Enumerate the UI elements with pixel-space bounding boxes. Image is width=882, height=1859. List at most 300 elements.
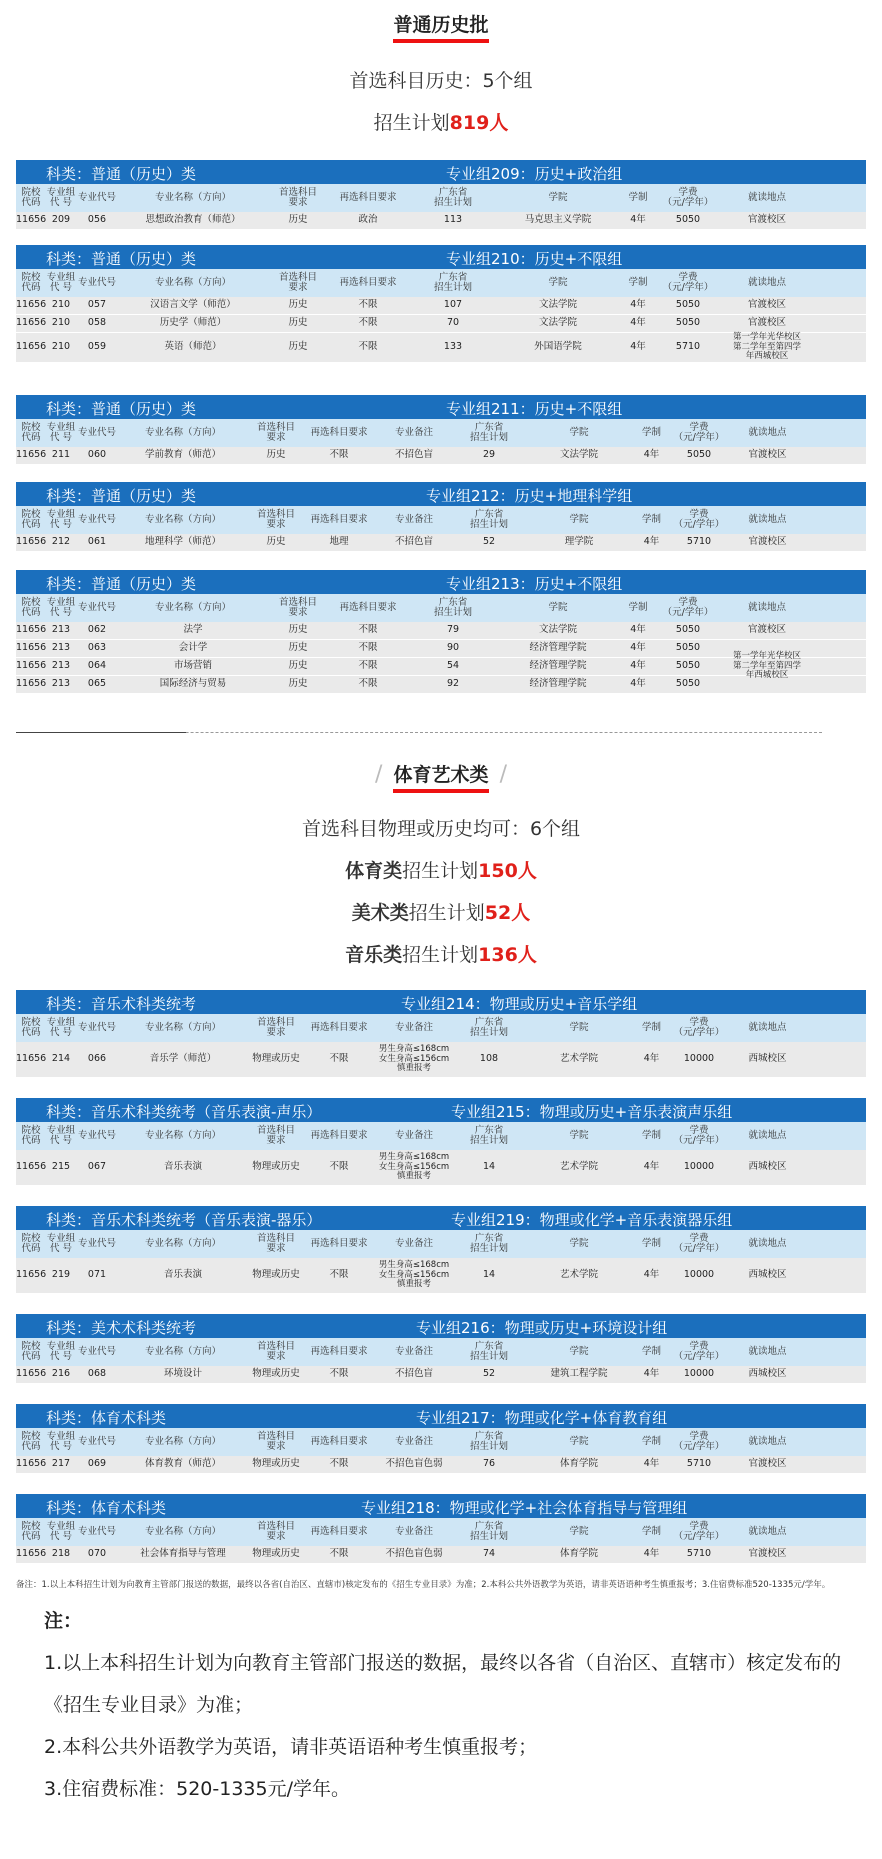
column-header: 学制: [641, 1435, 661, 1447]
table-row: [16, 447, 866, 465]
column-header: 专业名称（方向）: [144, 513, 221, 525]
column-header: 专业代号: [77, 426, 116, 438]
table-cell: 体育学院: [559, 1548, 598, 1560]
table-cell: 79: [446, 624, 460, 636]
table-cell: 5710: [686, 536, 712, 548]
table-cell: 不限: [329, 1368, 349, 1380]
table-cell: 历史: [288, 678, 308, 690]
table-cell: 14: [482, 1161, 496, 1173]
table-cell: 英语（师范）: [164, 341, 222, 353]
table-cell: 214: [51, 1053, 71, 1065]
table-cell: 062: [87, 624, 107, 636]
table-cell: 11656: [16, 678, 47, 690]
column-header: 专业组 代 号: [46, 1124, 76, 1146]
table-cell: 067: [87, 1161, 107, 1173]
table-cell: 211: [51, 449, 71, 461]
column-header: 专业备注: [394, 1345, 433, 1357]
table-cell: 92: [446, 678, 460, 690]
table-cell: 5050: [686, 449, 712, 461]
column-header: 首选科目 要求: [256, 1430, 295, 1452]
column-header: 学院: [548, 276, 568, 288]
table-cell: 210: [51, 341, 71, 353]
table-cell: 历史: [288, 299, 308, 311]
table-cell: 108: [479, 1053, 499, 1065]
table-cell: 不招色盲: [394, 449, 433, 461]
category-label: 科类：体育术科类: [46, 1499, 167, 1517]
category-label: 科类：普通（历史）类: [46, 575, 197, 593]
column-header: 就读地点: [748, 513, 787, 525]
column-header: 专业代号: [77, 1435, 116, 1447]
music-plan: 音乐类招生计划136人: [345, 944, 537, 966]
table-row: [16, 534, 866, 552]
table-cell: 4年: [643, 1161, 660, 1173]
group-label: 专业组209：历史+政治组: [446, 165, 623, 183]
table-cell: 216: [51, 1368, 71, 1380]
column-header: 学院: [569, 1525, 589, 1537]
column-header: 专业备注: [394, 513, 433, 525]
column-header: 学院: [548, 601, 568, 613]
column-header: 再选科目要求: [339, 276, 397, 288]
column-header: 专业备注: [394, 1525, 433, 1537]
table-cell: 212: [51, 536, 71, 548]
table-row: [16, 1366, 866, 1384]
table-cell: 官渡校区: [747, 214, 786, 226]
table-cell: 29: [482, 449, 496, 461]
column-header: 学费 （元/学年）: [673, 1520, 725, 1542]
table-cell: 4年: [643, 536, 660, 548]
category-label: 科类：普通（历史）类: [46, 487, 197, 505]
table-cell: 官渡校区: [748, 1458, 787, 1470]
note-item: 3.住宿费标准：520-1335元/学年。: [44, 1778, 351, 1800]
column-header: 学制: [641, 1237, 661, 1249]
table-cell: 10000: [683, 1053, 715, 1065]
column-header: 专业代号: [77, 1021, 116, 1033]
block-header-bar: [16, 160, 866, 184]
column-header: 学费 （元/学年）: [673, 1016, 725, 1038]
column-header: 专业组 代 号: [46, 421, 76, 443]
category-label: 科类：体育术科类: [46, 1409, 167, 1427]
table-cell: 国际经济与贸易: [159, 678, 227, 690]
group-label: 专业组216：物理或历史+环境设计组: [416, 1319, 668, 1337]
table-cell: 物理或历史: [252, 1548, 300, 1560]
column-header: 广东省 招生计划: [469, 1232, 508, 1254]
column-header: 专业代号: [77, 276, 116, 288]
column-header: 学费 （元/学年）: [673, 1430, 725, 1452]
table-cell: 文法学院: [538, 299, 577, 311]
column-header: 广东省 招生计划: [469, 421, 508, 443]
column-header: 首选科目 要求: [278, 596, 317, 618]
table-cell: 历史: [288, 660, 308, 672]
column-header: 院校 代码: [21, 1232, 41, 1254]
table-cell: 11656: [16, 1161, 47, 1173]
column-header: 学院: [569, 1129, 589, 1141]
table-cell: 汉语言文学（师范）: [150, 299, 236, 311]
notes: [44, 1600, 844, 1810]
table-cell: 文法学院: [559, 449, 598, 461]
column-header: 就读地点: [748, 1525, 787, 1537]
column-header: 院校 代码: [21, 271, 41, 293]
table-cell: 4年: [643, 1458, 660, 1470]
group-label: 专业组212：历史+地理科学组: [426, 487, 633, 505]
column-header: 就读地点: [748, 1021, 787, 1033]
column-header: 专业名称（方向）: [144, 1237, 221, 1249]
table-cell: 建筑工程学院: [550, 1368, 608, 1380]
table-cell: 官渡校区: [748, 1548, 787, 1560]
block-header-bar: [16, 1494, 866, 1518]
column-header: 学制: [641, 1129, 661, 1141]
column-header: 就读地点: [748, 1435, 787, 1447]
table-cell: 历史: [288, 624, 308, 636]
column-header: 院校 代码: [21, 1340, 41, 1362]
table-cell: 213: [51, 642, 71, 654]
major-group-block: [16, 570, 866, 694]
column-header: 就读地点: [747, 601, 786, 613]
subject-line-arts: 首选科目物理或历史均可：6个组: [301, 818, 581, 840]
column-header: 学院: [569, 426, 589, 438]
table-cell: 11656: [16, 214, 47, 226]
column-header: 专业备注: [394, 426, 433, 438]
column-header: 专业名称（方向）: [144, 1129, 221, 1141]
table-cell: 历史: [288, 214, 308, 226]
group-label: 专业组210：历史+不限组: [446, 250, 623, 268]
table-cell: 14: [482, 1269, 496, 1281]
column-header: 学费 （元/学年）: [673, 1232, 725, 1254]
column-header: 就读地点: [748, 1237, 787, 1249]
table-cell: 男生身高≤168cm 女生身高≤156cm 慎重报考: [378, 1152, 450, 1182]
table-header: [16, 184, 866, 212]
column-header: 首选科目 要求: [256, 508, 295, 530]
column-header: 再选科目要求: [339, 191, 397, 203]
table-row: [16, 1546, 866, 1564]
table-cell: 10000: [683, 1368, 715, 1380]
column-header: 专业名称（方向）: [144, 1021, 221, 1033]
block-header-bar: [16, 482, 866, 506]
table-header: [16, 1230, 866, 1258]
table-cell: 西城校区: [748, 1053, 787, 1065]
column-header: 学费 （元/学年）: [673, 508, 725, 530]
table-cell: 52: [482, 1368, 496, 1380]
column-header: 广东省 招生计划: [469, 1430, 508, 1452]
column-header: 广东省 招生计划: [469, 1016, 508, 1038]
table-cell: 70: [446, 317, 460, 329]
table-cell: 218: [51, 1548, 71, 1560]
table-cell: 不限: [329, 1548, 349, 1560]
block-header-bar: [16, 990, 866, 1014]
table-cell: 5050: [675, 660, 701, 672]
column-header: 学费 （元/学年）: [662, 596, 714, 618]
column-header: 专业代号: [77, 1129, 116, 1141]
table-cell: 历史学（师范）: [159, 317, 227, 329]
column-header: 首选科目 要求: [256, 1520, 295, 1542]
table-cell: 4年: [630, 299, 646, 311]
table-cell: 4年: [643, 449, 660, 461]
column-header: 专业组 代 号: [46, 271, 76, 293]
column-header: 院校 代码: [21, 1430, 41, 1452]
column-header: 专业名称（方向）: [154, 601, 231, 613]
table-row: [16, 1042, 866, 1078]
column-header: 专业名称（方向）: [154, 191, 231, 203]
table-cell: 男生身高≤168cm 女生身高≤156cm 慎重报考: [378, 1044, 450, 1074]
column-header: 学费 （元/学年）: [673, 1340, 725, 1362]
column-header: 再选科目要求: [310, 1525, 368, 1537]
table-cell: 11656: [16, 1269, 47, 1281]
table-cell: 艺术学院: [559, 1161, 598, 1173]
table-cell: 学前教育（师范）: [144, 449, 221, 461]
column-header: 学院: [569, 1435, 589, 1447]
column-header: 专业组 代 号: [46, 186, 76, 208]
table-cell: 不限: [329, 1269, 349, 1281]
table-cell: 4年: [643, 1053, 660, 1065]
column-header: 学制: [628, 601, 648, 613]
table-cell: 068: [87, 1368, 107, 1380]
column-header: 院校 代码: [21, 508, 41, 530]
group-label: 专业组214：物理或历史+音乐学组: [401, 995, 638, 1013]
table-cell: 065: [87, 678, 107, 690]
table-cell: 066: [87, 1053, 107, 1065]
column-header: 专业备注: [394, 1129, 433, 1141]
major-group-block: [16, 482, 866, 552]
column-header: 再选科目要求: [310, 1345, 368, 1357]
column-header: 再选科目要求: [310, 1021, 368, 1033]
table-cell: 不限: [358, 341, 378, 353]
table-cell: 5050: [675, 214, 701, 226]
table-cell: 11656: [16, 1458, 47, 1470]
major-group-block: [16, 1206, 866, 1294]
table-cell: 历史: [266, 449, 286, 461]
table-header: [16, 594, 866, 622]
column-header: 学院: [569, 1021, 589, 1033]
column-header: 就读地点: [747, 191, 786, 203]
table-cell: 4年: [643, 1269, 660, 1281]
column-header: 院校 代码: [21, 421, 41, 443]
major-group-block: [16, 1314, 866, 1384]
column-header: 就读地点: [748, 426, 787, 438]
column-header: 专业组 代 号: [46, 1016, 76, 1038]
table-row: [16, 1456, 866, 1474]
category-label: 科类：普通（历史）类: [46, 400, 197, 418]
column-header: 学院: [569, 513, 589, 525]
table-cell: 11656: [16, 624, 47, 636]
section-title-arts: 体育艺术类: [393, 760, 488, 793]
column-header: 专业组 代 号: [46, 1340, 76, 1362]
table-cell: 4年: [630, 660, 646, 672]
block-header-bar: [16, 245, 866, 269]
table-cell: 52: [482, 536, 496, 548]
table-cell: 艺术学院: [559, 1269, 598, 1281]
table-cell: 文法学院: [538, 317, 577, 329]
table-cell: 5710: [686, 1548, 712, 1560]
column-header: 就读地点: [748, 1129, 787, 1141]
column-header: 专业备注: [394, 1435, 433, 1447]
table-cell: 11656: [16, 1548, 47, 1560]
table-cell: 219: [51, 1269, 71, 1281]
section-title: 普通历史批: [393, 10, 488, 43]
table-cell: 不招色盲色弱: [385, 1548, 443, 1560]
column-header: 首选科目 要求: [256, 1232, 295, 1254]
column-header: 广东省 招生计划: [469, 508, 508, 530]
group-label: 专业组219：物理或化学+音乐表演器乐组: [451, 1211, 733, 1229]
table-cell: 经济管理学院: [529, 642, 587, 654]
column-header: 首选科目 要求: [278, 186, 317, 208]
column-header: 专业代号: [77, 1345, 116, 1357]
block-header-bar: [16, 395, 866, 419]
table-cell: 官渡校区: [747, 624, 786, 636]
column-header: 专业备注: [394, 1021, 433, 1033]
table-cell: 不限: [358, 624, 378, 636]
column-header: 首选科目 要求: [278, 271, 317, 293]
table-cell: 215: [51, 1161, 71, 1173]
column-header: 广东省 招生计划: [433, 186, 472, 208]
column-header: 就读地点: [748, 1345, 787, 1357]
column-header: 学制: [641, 1021, 661, 1033]
table-cell: 艺术学院: [559, 1053, 598, 1065]
table-cell: 210: [51, 317, 71, 329]
table-cell: 物理或历史: [252, 1269, 300, 1281]
column-header: 广东省 招生计划: [469, 1340, 508, 1362]
table-cell: 历史: [288, 317, 308, 329]
column-header: 专业名称（方向）: [154, 276, 231, 288]
table-cell: 74: [482, 1548, 496, 1560]
major-group-block: [16, 1494, 866, 1564]
table-cell: 5050: [675, 299, 701, 311]
table-cell: 不限: [358, 317, 378, 329]
column-header: 专业名称（方向）: [144, 1345, 221, 1357]
table-cell: 061: [87, 536, 107, 548]
column-header: 再选科目要求: [310, 1237, 368, 1249]
column-header: 专业名称（方向）: [144, 1525, 221, 1537]
table-cell: 4年: [630, 624, 646, 636]
table-cell: 11656: [16, 660, 47, 672]
table-cell: 历史: [288, 341, 308, 353]
table-header: [16, 1122, 866, 1150]
column-header: 首选科目 要求: [256, 1124, 295, 1146]
column-header: 专业代号: [77, 513, 116, 525]
note-item: 1.以上本科招生计划为向教育主管部门报送的数据，最终以各省（自治区、直辖市）核定发布的《招生专业目录》为准；: [44, 1652, 842, 1716]
table-row: [16, 297, 866, 315]
column-header: 首选科目 要求: [256, 421, 295, 443]
column-header: 院校 代码: [21, 596, 41, 618]
table-cell: 11656: [16, 642, 47, 654]
table-cell: 11656: [16, 299, 47, 311]
table-cell: 音乐表演: [163, 1161, 202, 1173]
table-cell: 4年: [630, 678, 646, 690]
major-group-block: [16, 245, 866, 363]
group-label: 专业组213：历史+不限组: [446, 575, 623, 593]
column-header: 广东省 招生计划: [469, 1520, 508, 1542]
footnote: 备注：1.以上本科招生计划为向教育主管部门报送的数据，最终以各省(自治区、直辖市)核定发布的《招生专业目录》为准；2.本科公共外语教学为英语，请非英语语种考生慎重报考；3.住宿费标准520-1335元/学年。: [16, 1580, 831, 1590]
table-cell: 不招色盲: [394, 536, 433, 548]
table-cell: 不限: [358, 299, 378, 311]
table-cell: 会计学: [178, 642, 208, 654]
table-cell: 物理或历史: [252, 1161, 300, 1173]
column-header: 再选科目要求: [310, 1435, 368, 1447]
table-cell: 不招色盲: [394, 1368, 433, 1380]
table-cell: 11656: [16, 536, 47, 548]
column-header: 学制: [641, 1525, 661, 1537]
column-header: 专业组 代 号: [46, 1520, 76, 1542]
table-cell: 4年: [630, 214, 646, 226]
column-header: 再选科目要求: [310, 1129, 368, 1141]
table-row: [16, 333, 866, 363]
column-header: 专业组 代 号: [46, 1430, 76, 1452]
table-cell: 经济管理学院: [529, 678, 587, 690]
table-cell: 西城校区: [748, 1368, 787, 1380]
block-header-bar: [16, 1314, 866, 1338]
table-cell: 体育教育（师范）: [144, 1458, 221, 1470]
table-cell: 官渡校区: [748, 449, 787, 461]
column-header: 学费 （元/学年）: [662, 271, 714, 293]
art-plan: 美术类招生计划52人: [351, 902, 531, 924]
category-label: 科类：普通（历史）类: [46, 250, 197, 268]
block-header-bar: [16, 1098, 866, 1122]
table-cell: 4年: [630, 317, 646, 329]
table-cell: 213: [51, 678, 71, 690]
note-item: 2.本科公共外语教学为英语，请非英语语种考生慎重报考；: [44, 1736, 538, 1758]
column-header: 学制: [641, 513, 661, 525]
table-cell: 4年: [643, 1548, 660, 1560]
column-header: 首选科目 要求: [256, 1016, 295, 1038]
table-cell: 11656: [16, 317, 47, 329]
block-header-bar: [16, 1404, 866, 1428]
section-arts-header: / 体育艺术类 /: [0, 760, 882, 793]
divider: [16, 732, 822, 733]
table-cell: 071: [87, 1269, 107, 1281]
table-cell: 76: [482, 1458, 496, 1470]
column-header: 学费 （元/学年）: [662, 186, 714, 208]
column-header: 专业名称（方向）: [144, 1435, 221, 1447]
column-header: 广东省 招生计划: [469, 1124, 508, 1146]
table-header: [16, 1338, 866, 1366]
column-header: 专业备注: [394, 1237, 433, 1249]
column-header: 专业代号: [77, 601, 116, 613]
table-cell: 4年: [630, 642, 646, 654]
column-header: 学院: [569, 1345, 589, 1357]
table-row: [16, 651, 866, 681]
table-cell: 90: [446, 642, 460, 654]
column-header: 专业组 代 号: [46, 596, 76, 618]
group-label: 专业组211：历史+不限组: [446, 400, 623, 418]
table-cell: 体育学院: [559, 1458, 598, 1470]
column-header: 学院: [548, 191, 568, 203]
table-cell: 西城校区: [748, 1269, 787, 1281]
table-cell: 西城校区: [748, 1161, 787, 1173]
table-row: [16, 1150, 866, 1186]
table-cell: 政治: [358, 214, 378, 226]
table-cell: 不限: [329, 1458, 349, 1470]
column-header: 专业代号: [77, 191, 116, 203]
table-header: [16, 1428, 866, 1456]
table-cell: 理学院: [564, 536, 594, 548]
column-header: 学制: [641, 1345, 661, 1357]
column-header: 专业代号: [77, 1525, 116, 1537]
table-cell: 历史: [266, 536, 286, 548]
table-cell: 物理或历史: [252, 1368, 300, 1380]
column-header: 院校 代码: [21, 1016, 41, 1038]
table-cell: 11656: [16, 1053, 47, 1065]
table-cell: 107: [443, 299, 463, 311]
table-cell: 文法学院: [538, 624, 577, 636]
column-header: 再选科目要求: [310, 426, 368, 438]
table-header: [16, 1014, 866, 1042]
table-cell: 057: [87, 299, 107, 311]
table-cell: 第一学年光华校区 第二学年至第四学 年西城校区: [732, 332, 801, 362]
table-cell: 5710: [686, 1458, 712, 1470]
column-header: 院校 代码: [21, 1520, 41, 1542]
group-label: 专业组215：物理或历史+音乐表演声乐组: [451, 1103, 733, 1121]
table-cell: 133: [443, 341, 463, 353]
table-cell: 男生身高≤168cm 女生身高≤156cm 慎重报考: [378, 1260, 450, 1290]
column-header: 专业代号: [77, 1237, 116, 1249]
